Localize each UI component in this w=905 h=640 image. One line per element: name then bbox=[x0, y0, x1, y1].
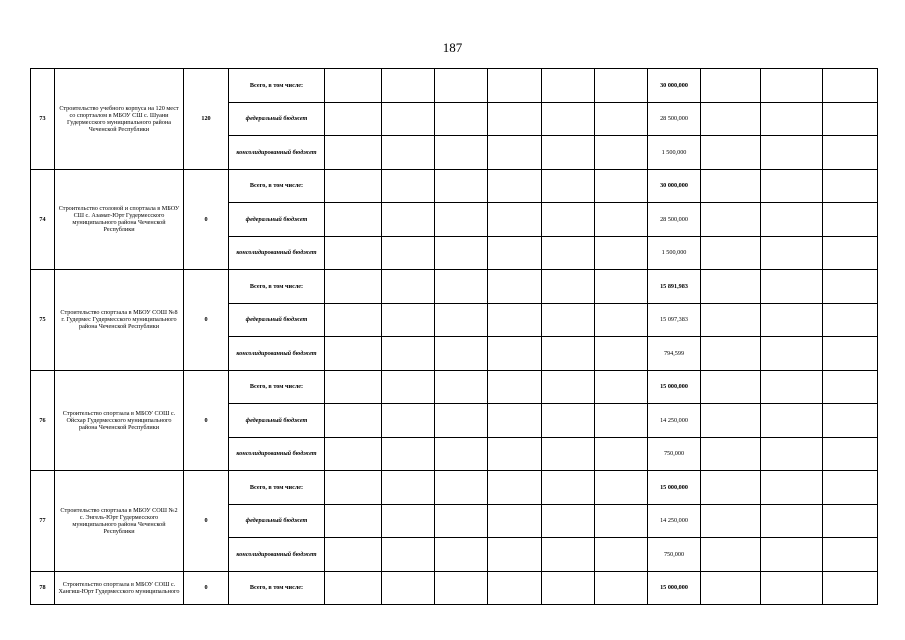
empty-cell bbox=[488, 136, 542, 170]
capacity-value: 0 bbox=[184, 571, 229, 605]
empty-cell bbox=[325, 102, 382, 136]
project-title: Строительство спортзала в МБОУ СОШ с. Хангиш-Юрт Гудермесского муниципального bbox=[55, 571, 184, 605]
empty-cell bbox=[701, 471, 761, 505]
empty-cell bbox=[382, 504, 435, 538]
empty-cell bbox=[488, 471, 542, 505]
capacity-value: 0 bbox=[184, 169, 229, 270]
empty-cell bbox=[701, 169, 761, 203]
empty-cell bbox=[325, 538, 382, 572]
empty-cell bbox=[701, 437, 761, 471]
empty-cell bbox=[435, 337, 488, 371]
empty-cell bbox=[595, 270, 648, 304]
row-number: 77 bbox=[31, 471, 55, 572]
empty-cell bbox=[435, 471, 488, 505]
funding-source-label: федеральный бюджет bbox=[229, 102, 325, 136]
empty-cell bbox=[761, 136, 823, 170]
funding-amount: 1 500,000 bbox=[648, 236, 701, 270]
empty-cell bbox=[325, 370, 382, 404]
funding-source-label: консолидированный бюджет bbox=[229, 136, 325, 170]
empty-cell bbox=[761, 169, 823, 203]
empty-cell bbox=[325, 337, 382, 371]
empty-cell bbox=[595, 337, 648, 371]
empty-cell bbox=[542, 504, 595, 538]
empty-cell bbox=[325, 236, 382, 270]
empty-cell bbox=[435, 571, 488, 605]
empty-cell bbox=[435, 169, 488, 203]
empty-cell bbox=[823, 270, 878, 304]
empty-cell bbox=[595, 102, 648, 136]
empty-cell bbox=[488, 370, 542, 404]
row-number: 76 bbox=[31, 370, 55, 471]
empty-cell bbox=[488, 69, 542, 103]
empty-cell bbox=[382, 303, 435, 337]
funding-amount: 1 500,000 bbox=[648, 136, 701, 170]
empty-cell bbox=[435, 102, 488, 136]
empty-cell bbox=[761, 337, 823, 371]
empty-cell bbox=[488, 236, 542, 270]
empty-cell bbox=[542, 370, 595, 404]
empty-cell bbox=[701, 303, 761, 337]
empty-cell bbox=[542, 169, 595, 203]
funding-amount: 28 500,000 bbox=[648, 102, 701, 136]
table-row bbox=[31, 69, 878, 103]
funding-amount: 750,000 bbox=[648, 538, 701, 572]
project-title: Строительство спортзала в МБОУ СОШ с. Ойсхар Гудермесского муниципального района Чеченской Республики bbox=[55, 370, 184, 471]
empty-cell bbox=[325, 303, 382, 337]
empty-cell bbox=[701, 504, 761, 538]
empty-cell bbox=[823, 471, 878, 505]
empty-cell bbox=[823, 169, 878, 203]
empty-cell bbox=[542, 136, 595, 170]
empty-cell bbox=[542, 538, 595, 572]
table-row bbox=[31, 471, 878, 505]
empty-cell bbox=[595, 538, 648, 572]
empty-cell bbox=[595, 571, 648, 605]
empty-cell bbox=[382, 404, 435, 438]
empty-cell bbox=[435, 136, 488, 170]
empty-cell bbox=[761, 102, 823, 136]
table-row bbox=[31, 270, 878, 304]
empty-cell bbox=[382, 571, 435, 605]
funding-total-label: Всего, в том числе: bbox=[229, 571, 325, 605]
empty-cell bbox=[761, 303, 823, 337]
empty-cell bbox=[435, 370, 488, 404]
funding-total-label: Всего, в том числе: bbox=[229, 370, 325, 404]
empty-cell bbox=[542, 571, 595, 605]
empty-cell bbox=[542, 203, 595, 237]
empty-cell bbox=[761, 236, 823, 270]
empty-cell bbox=[325, 404, 382, 438]
funding-source-label: консолидированный бюджет bbox=[229, 337, 325, 371]
project-title: Строительство спортзала в МБОУ СОШ №2 с. Энгель-Юрт Гудермесского муниципального района Чеченской Республики bbox=[55, 471, 184, 572]
empty-cell bbox=[435, 203, 488, 237]
empty-cell bbox=[542, 471, 595, 505]
empty-cell bbox=[325, 203, 382, 237]
funding-amount: 15 000,000 bbox=[648, 571, 701, 605]
empty-cell bbox=[542, 236, 595, 270]
empty-cell bbox=[595, 236, 648, 270]
empty-cell bbox=[823, 404, 878, 438]
funding-total-label: Всего, в том числе: bbox=[229, 471, 325, 505]
empty-cell bbox=[488, 102, 542, 136]
empty-cell bbox=[382, 136, 435, 170]
empty-cell bbox=[382, 69, 435, 103]
capacity-value: 120 bbox=[184, 69, 229, 170]
row-number: 78 bbox=[31, 571, 55, 605]
empty-cell bbox=[761, 203, 823, 237]
empty-cell bbox=[382, 102, 435, 136]
empty-cell bbox=[542, 337, 595, 371]
empty-cell bbox=[382, 236, 435, 270]
funding-amount: 15 000,000 bbox=[648, 471, 701, 505]
empty-cell bbox=[435, 69, 488, 103]
empty-cell bbox=[595, 471, 648, 505]
funding-amount: 794,599 bbox=[648, 337, 701, 371]
empty-cell bbox=[761, 504, 823, 538]
empty-cell bbox=[325, 437, 382, 471]
empty-cell bbox=[488, 538, 542, 572]
empty-cell bbox=[325, 69, 382, 103]
empty-cell bbox=[488, 404, 542, 438]
empty-cell bbox=[761, 404, 823, 438]
empty-cell bbox=[595, 404, 648, 438]
empty-cell bbox=[701, 102, 761, 136]
funding-source-label: федеральный бюджет bbox=[229, 303, 325, 337]
project-title: Строительство столовой и спортзала в МБОУ СШ с. Азамат-Юрт Гудермесского муниципального района Чеченской Республики bbox=[55, 169, 184, 270]
empty-cell bbox=[435, 303, 488, 337]
empty-cell bbox=[325, 270, 382, 304]
empty-cell bbox=[761, 370, 823, 404]
empty-cell bbox=[823, 203, 878, 237]
empty-cell bbox=[823, 538, 878, 572]
empty-cell bbox=[325, 471, 382, 505]
empty-cell bbox=[761, 538, 823, 572]
empty-cell bbox=[823, 69, 878, 103]
empty-cell bbox=[488, 504, 542, 538]
table-row bbox=[31, 370, 878, 404]
row-number: 73 bbox=[31, 69, 55, 170]
funding-amount: 28 500,000 bbox=[648, 203, 701, 237]
row-number: 74 bbox=[31, 169, 55, 270]
empty-cell bbox=[701, 337, 761, 371]
empty-cell bbox=[823, 136, 878, 170]
empty-cell bbox=[823, 303, 878, 337]
funding-amount: 14 250,000 bbox=[648, 404, 701, 438]
page-number: 187 bbox=[442, 40, 463, 55]
funding-source-label: консолидированный бюджет bbox=[229, 236, 325, 270]
row-number: 75 bbox=[31, 270, 55, 371]
empty-cell bbox=[595, 69, 648, 103]
empty-cell bbox=[701, 236, 761, 270]
empty-cell bbox=[382, 270, 435, 304]
empty-cell bbox=[382, 538, 435, 572]
empty-cell bbox=[761, 571, 823, 605]
empty-cell bbox=[435, 437, 488, 471]
capacity-value: 0 bbox=[184, 471, 229, 572]
empty-cell bbox=[542, 303, 595, 337]
empty-cell bbox=[823, 571, 878, 605]
empty-cell bbox=[435, 504, 488, 538]
funding-amount: 750,000 bbox=[648, 437, 701, 471]
capacity-value: 0 bbox=[184, 270, 229, 371]
empty-cell bbox=[823, 504, 878, 538]
empty-cell bbox=[701, 571, 761, 605]
empty-cell bbox=[823, 337, 878, 371]
budget-table bbox=[30, 68, 878, 605]
project-title: Строительство учебного корпуса на 120 мест со спортзалом в МБОУ СШ с. Шуани Гудермесского муниципального района Чеченской Республики bbox=[55, 69, 184, 170]
funding-total-label: Всего, в том числе: bbox=[229, 270, 325, 304]
funding-source-label: федеральный бюджет bbox=[229, 504, 325, 538]
empty-cell bbox=[382, 337, 435, 371]
empty-cell bbox=[382, 169, 435, 203]
funding-amount: 14 250,000 bbox=[648, 504, 701, 538]
empty-cell bbox=[595, 303, 648, 337]
project-title: Строительство спортзала в МБОУ СОШ №8 г. Гудермес Гудермесского муниципального района Чеченской Республики bbox=[55, 270, 184, 371]
empty-cell bbox=[542, 102, 595, 136]
empty-cell bbox=[488, 303, 542, 337]
funding-amount: 15 000,000 bbox=[648, 370, 701, 404]
funding-total-label: Всего, в том числе: bbox=[229, 169, 325, 203]
funding-amount: 30 000,000 bbox=[648, 69, 701, 103]
funding-source-label: консолидированный бюджет bbox=[229, 437, 325, 471]
funding-source-label: федеральный бюджет bbox=[229, 404, 325, 438]
empty-cell bbox=[595, 136, 648, 170]
empty-cell bbox=[761, 437, 823, 471]
table-row bbox=[31, 169, 878, 203]
table-row bbox=[31, 571, 878, 605]
empty-cell bbox=[823, 437, 878, 471]
empty-cell bbox=[595, 437, 648, 471]
empty-cell bbox=[761, 471, 823, 505]
empty-cell bbox=[542, 404, 595, 438]
empty-cell bbox=[435, 236, 488, 270]
empty-cell bbox=[823, 370, 878, 404]
empty-cell bbox=[542, 270, 595, 304]
empty-cell bbox=[823, 236, 878, 270]
funding-source-label: федеральный бюджет bbox=[229, 203, 325, 237]
empty-cell bbox=[701, 370, 761, 404]
funding-amount: 15 891,983 bbox=[648, 270, 701, 304]
empty-cell bbox=[595, 169, 648, 203]
funding-source-label: консолидированный бюджет bbox=[229, 538, 325, 572]
empty-cell bbox=[761, 270, 823, 304]
funding-amount: 15 097,383 bbox=[648, 303, 701, 337]
empty-cell bbox=[701, 203, 761, 237]
empty-cell bbox=[488, 270, 542, 304]
empty-cell bbox=[488, 169, 542, 203]
funding-total-label: Всего, в том числе: bbox=[229, 69, 325, 103]
empty-cell bbox=[382, 203, 435, 237]
funding-amount: 30 000,000 bbox=[648, 169, 701, 203]
empty-cell bbox=[325, 169, 382, 203]
empty-cell bbox=[542, 69, 595, 103]
capacity-value: 0 bbox=[184, 370, 229, 471]
empty-cell bbox=[382, 370, 435, 404]
empty-cell bbox=[595, 203, 648, 237]
empty-cell bbox=[435, 538, 488, 572]
empty-cell bbox=[435, 270, 488, 304]
empty-cell bbox=[701, 538, 761, 572]
budget-table-body bbox=[31, 69, 878, 605]
empty-cell bbox=[382, 437, 435, 471]
empty-cell bbox=[701, 69, 761, 103]
empty-cell bbox=[701, 136, 761, 170]
empty-cell bbox=[701, 270, 761, 304]
empty-cell bbox=[595, 504, 648, 538]
empty-cell bbox=[488, 337, 542, 371]
empty-cell bbox=[488, 437, 542, 471]
empty-cell bbox=[488, 571, 542, 605]
empty-cell bbox=[542, 437, 595, 471]
empty-cell bbox=[595, 370, 648, 404]
empty-cell bbox=[761, 69, 823, 103]
empty-cell bbox=[701, 404, 761, 438]
empty-cell bbox=[382, 471, 435, 505]
empty-cell bbox=[488, 203, 542, 237]
empty-cell bbox=[325, 136, 382, 170]
empty-cell bbox=[325, 571, 382, 605]
empty-cell bbox=[823, 102, 878, 136]
empty-cell bbox=[435, 404, 488, 438]
empty-cell bbox=[325, 504, 382, 538]
